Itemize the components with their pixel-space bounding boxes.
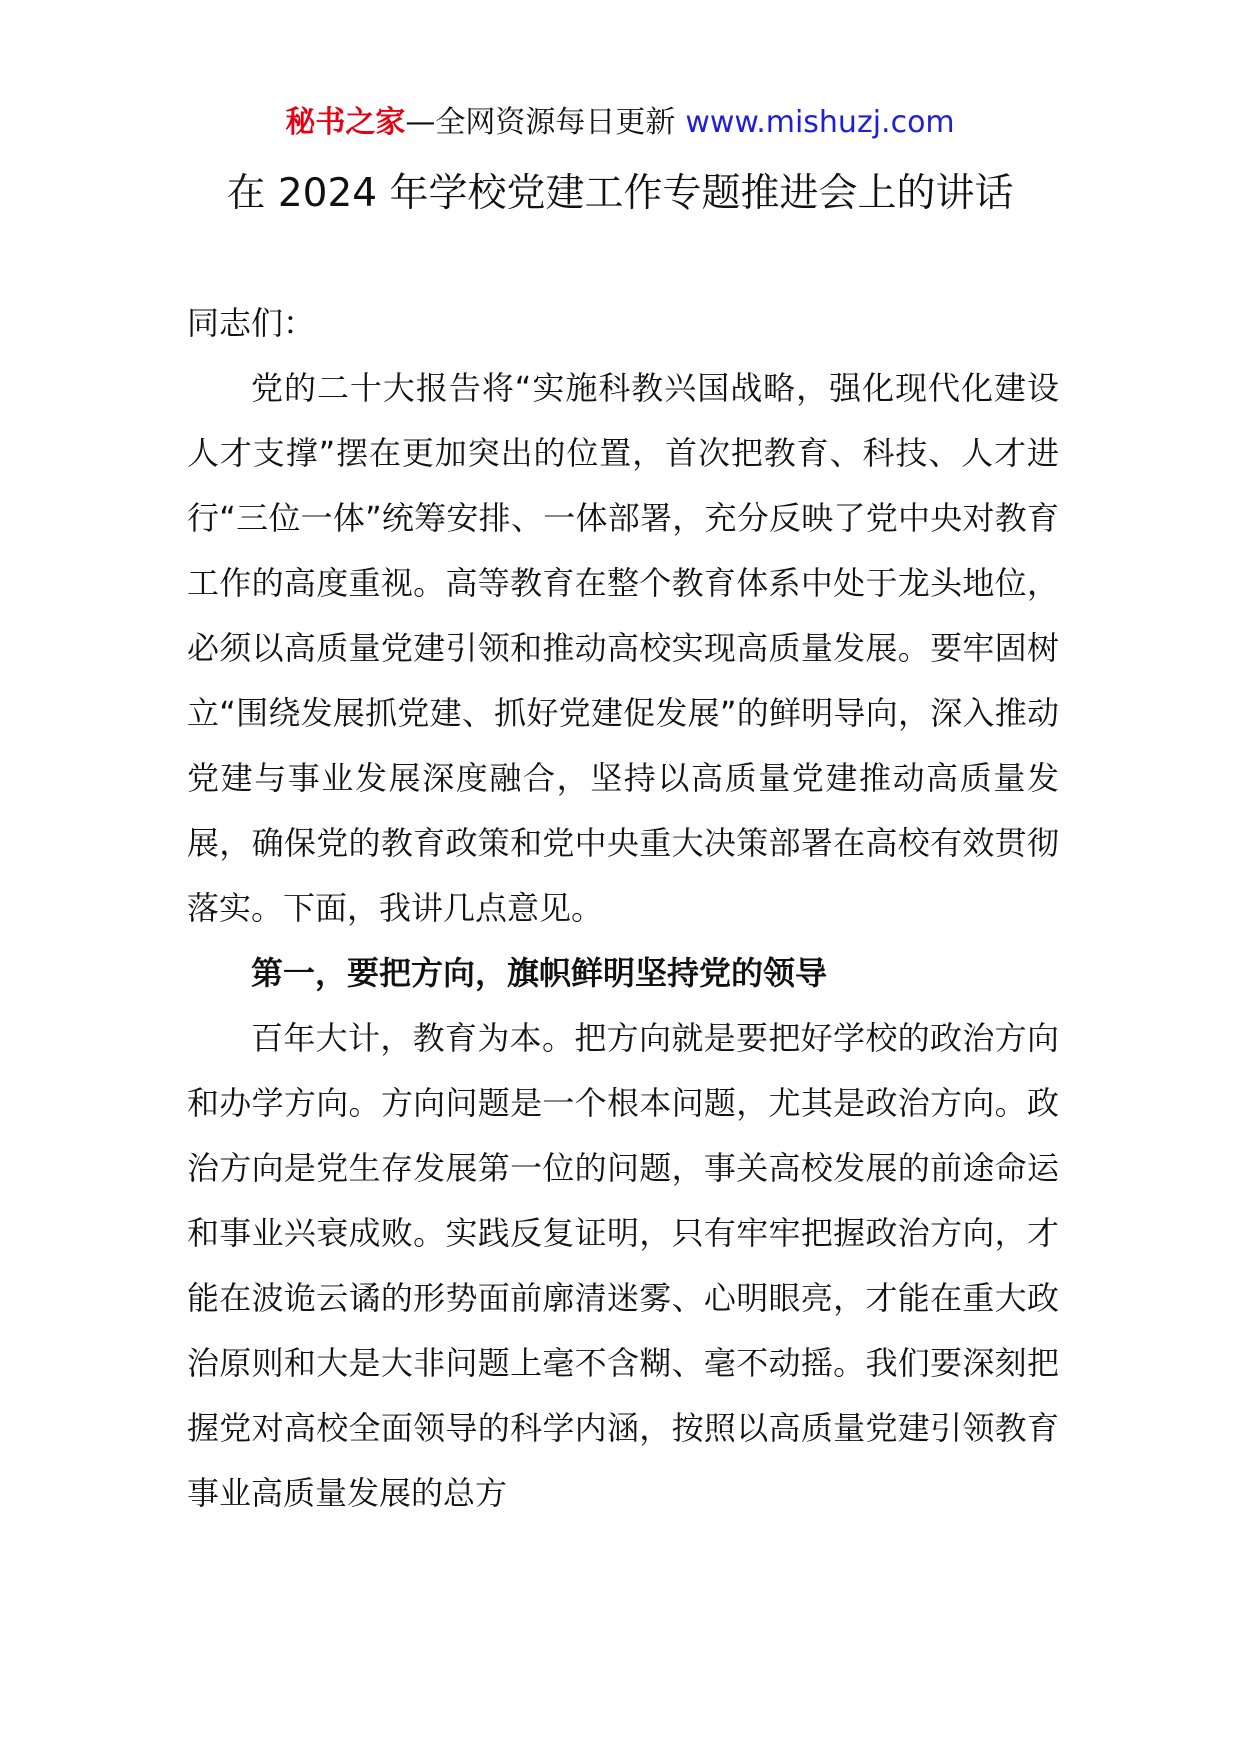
site-header: [0, 103, 1240, 143]
section-heading-1: 第一，要把方向，旗帜鲜明坚持党的领导: [251, 954, 828, 992]
site-url[interactable]: www.mishuzj.com: [685, 105, 955, 140]
section-paragraph-1: 百年大计，教育为本。把方向就是要把好学校的政治方向和办学方向。方向问题是一个根本问题，尤其是政治方向。政治方向是党生存发展第一位的问题，事关高校发展的前途命运和事业兴衰成败。实践反复证明，只有牢牢把握政治方向，才能在波诡云谲的形势面前廓清迷雾、心明眼亮，才能在重大政治原则和大是大非问题上毫不含糊、毫不动摇。我们要深刻把握党对高校全面领导的科学内涵，按照以高质量党建引领教育事业高质量发展的总方: [187, 1019, 1059, 1512]
brand-name: 秘书之家: [285, 105, 406, 140]
document-body: [187, 291, 1059, 1526]
salutation: 同志们：: [187, 304, 316, 342]
header-slogan: —全网资源每日更新: [405, 105, 676, 140]
document-title: 在 2024 年学校党建工作专题推进会上的讲话: [226, 171, 1014, 216]
intro-paragraph: 党的二十大报告将“实施科教兴国战略，强化现代化建设人才支撑”摆在更加突出的位置，首次把教育、科技、人才进行“三位一体”统筹安排、一体部署，充分反映了党中央对教育工作的高度重视。高等教育在整个教育体系中处于龙头地位，必须以高质量党建引领和推动高校实现高质量发展。要牢固树立“围绕发展抓党建、抓好党建促发展”的鲜明导向，深入推动党建与事业发展深度融合，坚持以高质量党建推动高质量发展，确保党的教育政策和党中央重大决策部署在高校有效贯彻落实。下面，我讲几点意见。: [187, 369, 1059, 927]
